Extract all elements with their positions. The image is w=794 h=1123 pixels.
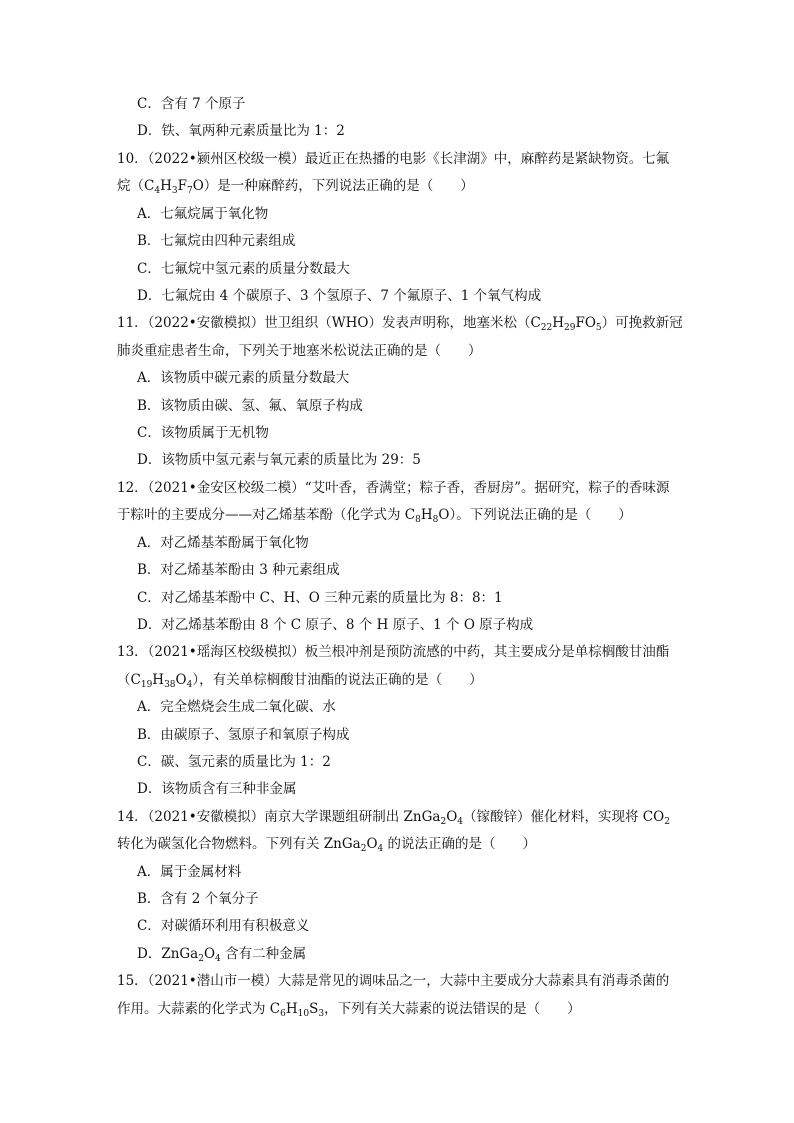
question-11-option-a: A．该物质中碳元素的质量分数最大 — [137, 370, 350, 386]
question-13-option-a: A．完全燃烧会生成二氧化碳、水 — [137, 699, 336, 715]
question-10-option-b: B．七氟烷由四种元素组成 — [137, 233, 296, 249]
question-12-option-d: D．对乙烯基苯酚由 8 个 C 原子、8 个 H 原子、1 个 O 原子构成 — [137, 617, 534, 633]
question-15-stem: 15．（2021•潜山市一模）大蒜是常见的调味品之一，大蒜中主要成分大蒜素具有消毒杀菌的 — [117, 973, 670, 989]
question-12-stem-cont: 于粽叶的主要成分——对乙烯基苯酚（化学式为 $C_8H_8O$）。下列说法正确的是（ ） — [117, 507, 632, 525]
question-11-option-c: C．该物质属于无机物 — [137, 425, 269, 441]
question-12-stem: 12．（2021•金安区校级二模）“艾叶香，香满堂；粽子香，香厨房”。据研究，粽子的香味源 — [117, 480, 670, 496]
question-10-stem-cont: 烷$(C_4H_3F_7O)$是一种麻醉药，下列说法正确的是（ ） — [117, 178, 474, 196]
question-10-option-d: D．七氟烷由 4 个碳原子、3 个氢原子、7 个氟原子、1 个氧气构成 — [137, 288, 542, 304]
question-11-stem-cont: 肺炎重症患者生命，下列关于地塞米松说法正确的是（ ） — [117, 343, 482, 359]
question-14-option-c: C．对碳循环利用有积极意义 — [137, 918, 310, 934]
question-13-option-b: B．由碳原子、氢原子和氧原子构成 — [137, 727, 350, 743]
question-14-option-d: D．$ZnGa_2O_4$ 含有二种金属 — [137, 946, 307, 964]
question-11-stem: 11．（2022•安徽模拟）世卫组织（WHO）发表声明称，地塞米松$(C_{22}H_{29}FO_5)$可挽救新冠 — [117, 315, 683, 333]
option-c: C．含有 7 个原子 — [137, 96, 246, 112]
option-d: D．铁、氧两种元素质量比为 1：2 — [137, 123, 345, 139]
question-10-stem: 10．（2022•颍州区校级一模）最近正在热播的电影《长津湖》中，麻醉药是紧缺物资。七氟 — [117, 151, 670, 167]
question-12-option-a: A．对乙烯基苯酚属于氧化物 — [137, 535, 309, 551]
question-13-option-c: C．碳、氢元素的质量比为 1：2 — [137, 754, 331, 770]
question-12-option-c: C．对乙烯基苯酚中 C、H、O 三种元素的质量比为 8：8：1 — [137, 590, 503, 606]
question-14-stem-cont: 转化为碳氢化合物燃料。下列有关 $ZnGa_2O_4$ 的说法正确的是（ ） — [117, 836, 537, 854]
question-13-option-d: D．该物质含有三种非金属 — [137, 781, 297, 797]
question-11-option-b: B．该物质由碳、氢、氟、氧原子构成 — [137, 398, 363, 414]
question-13-stem: 13．（2021•瑶海区校级模拟）板兰根冲剂是预防流感的中药，其主要成分是单棕榈酸甘油酯 — [117, 644, 670, 660]
question-12-option-b: B．对乙烯基苯酚由 3 种元素组成 — [137, 562, 340, 578]
question-14-stem: 14．（2021•安徽模拟）南京大学课题组研制出 $ZnGa_2O_4$（镓酸锌）催化材料，实现将 $CO_2$ — [117, 809, 670, 827]
question-10-option-a: A．七氟烷属于氧化物 — [137, 206, 269, 222]
question-14-option-b: B．含有 2 个氧分子 — [137, 891, 259, 907]
question-14-option-a: A．属于金属材料 — [137, 864, 242, 880]
question-11-option-d: D．该物质中氢元素与氧元素的质量比为 29：5 — [137, 452, 421, 468]
question-13-stem-cont: $(C_{19}H_{38}O_4)$，有关单棕榈酸甘油酯的说法正确的是（ ） — [117, 672, 483, 690]
question-15-stem-cont: 作用。大蒜素的化学式为 $C_6H_{10}S_3$，下列有关大蒜素的说法错误的是（ ） — [117, 1001, 581, 1019]
question-10-option-c: C．七氟烷中氢元素的质量分数最大 — [137, 261, 350, 277]
